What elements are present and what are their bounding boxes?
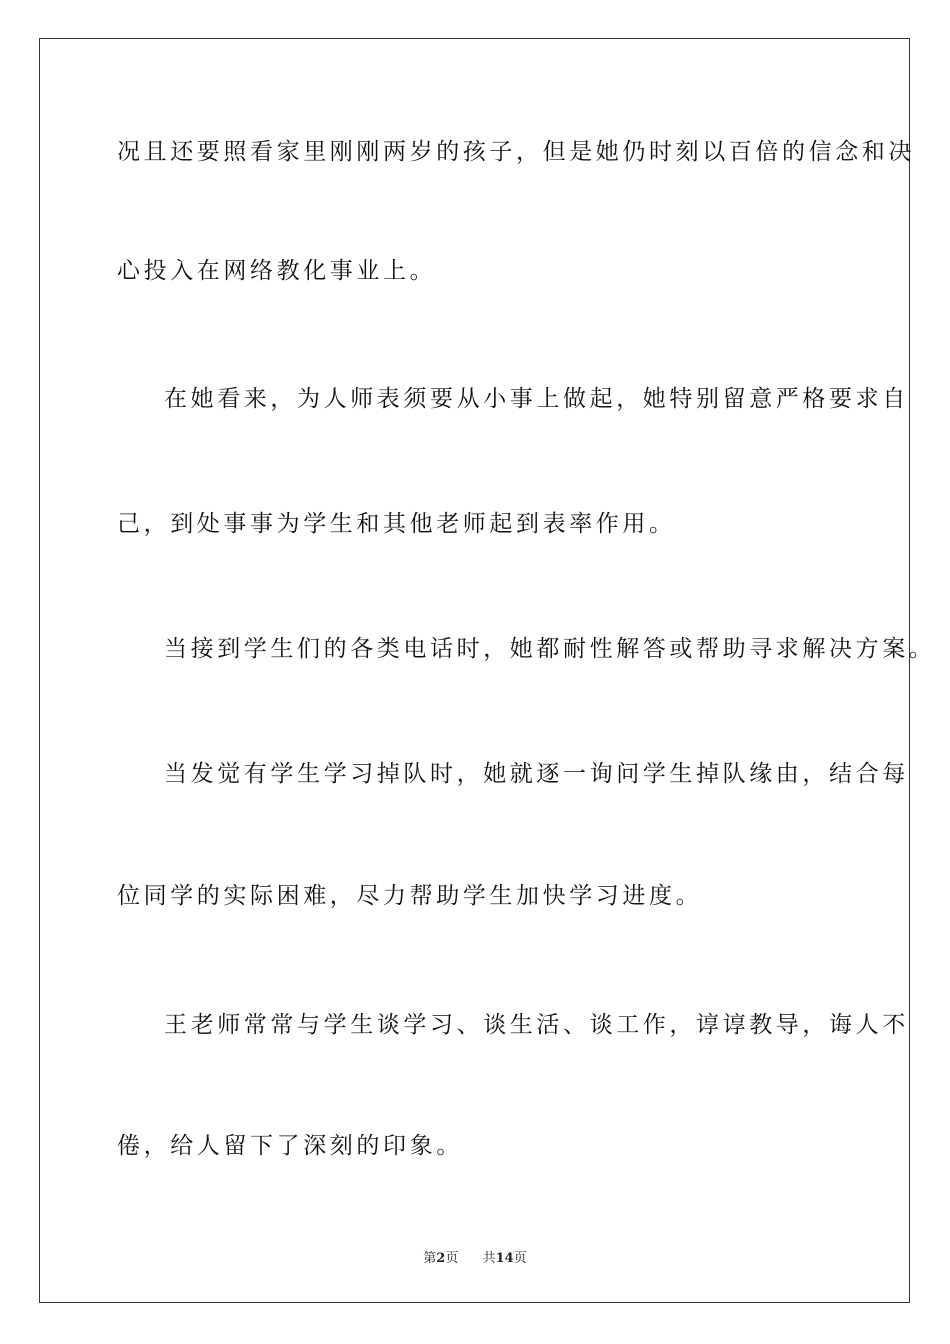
page-suffix: 页 <box>445 1251 459 1266</box>
paragraph-line: 王老师常常与学生谈学习、谈生活、谈工作，谆谆教导，诲人不 <box>164 1012 909 1038</box>
paragraph-line: 己，到处事事为学生和其他老师起到表率作用。 <box>117 511 676 537</box>
page-number: 2 <box>436 1251 446 1266</box>
paragraph-line: 况且还要照看家里刚刚两岁的孩子，但是她仍时刻以百倍的信念和决 <box>117 139 915 165</box>
page-border <box>39 38 936 1303</box>
paragraph-line: 当发觉有学生学习掉队时，她就逐一询问学生掉队缘由，结合每 <box>164 761 909 787</box>
total-pages-indicator <box>483 1247 527 1266</box>
page-footer <box>0 1247 950 1266</box>
page-indicator <box>423 1247 458 1266</box>
paragraph-line: 心投入在网络教化事业上。 <box>117 258 437 284</box>
paragraph-line: 位同学的实际困难，尽力帮助学生加快学习进度。 <box>117 883 703 909</box>
paragraph-line: 倦，给人留下了深刻的印象。 <box>117 1133 463 1159</box>
paragraph-line: 在她看来，为人师表须要从小事上做起，她特别留意严格要求自 <box>164 386 909 412</box>
total-pages: 14 <box>495 1251 514 1266</box>
paragraph-line: 当接到学生们的各类电话时，她都耐性解答或帮助寻求解决方案。 <box>164 636 936 662</box>
total-suffix: 页 <box>513 1251 527 1266</box>
total-prefix: 共 <box>482 1251 496 1266</box>
page-prefix: 第 <box>423 1251 437 1266</box>
